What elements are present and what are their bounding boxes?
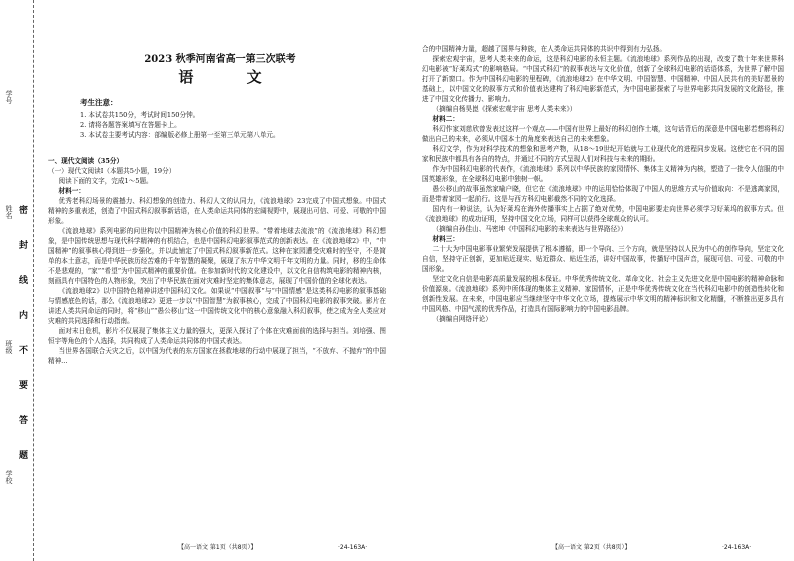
material-two-paragraph: 作为中国科幻电影的代表作，《流浪地球》系列以中华民族的家园情怀、集体主义精神为内核，塑造了一批令人信服的中国英雄形象，在全球科幻电影中独树一帜。: [422, 165, 784, 183]
source-three: （摘编自网络评论）: [432, 315, 492, 323]
binding-margin: [0, 0, 38, 561]
label-class: 班级: [5, 340, 13, 354]
section-sub: （一）现代文阅读Ⅰ（本题共5小题，19分）: [48, 167, 176, 175]
seal-word: 要: [17, 380, 27, 389]
section-heading: 一、现代文阅读（35分）: [48, 157, 124, 165]
left-paragraph: 面对末日危机，影片不仅展现了集体主义力量的强大，更深入探讨了个体在灾难面前的选择与担当。刘培强、图恒宇等角色的个人选择，共同构成了人类命运共同体的中国式表达。: [48, 327, 386, 345]
notes-heading: 考生注意：: [80, 98, 118, 107]
left-paragraph: 《流浪地球2》以中国特色精神讲述中国科幻文化。如果说“中国叙事”与“中国情感”是这类科幻电影的叙事基础与情感底色的话，那么《流浪地球2》更进一步以“中国智慧”为叙事核心，完成了中国科幻电影的叙事突破。影片在讲述人类共同命运的同时，将“移山”“愚公移山”这一中国传统文化中的核心意象融入科幻叙事，使之成为全人类应对灾难的共同选择和行动指南。: [48, 287, 386, 325]
label-school: 学校: [5, 470, 13, 484]
seal-word: 线: [17, 275, 27, 284]
seal-word: 密: [17, 205, 27, 214]
seal-word: 题: [17, 450, 27, 459]
left-column: [48, 156, 386, 536]
right-column: [422, 44, 784, 542]
page-right: [402, 0, 794, 561]
subject-title: 语 文: [178, 68, 286, 86]
material-three-label: 材料三：: [432, 235, 459, 243]
label-name: 姓名: [5, 205, 13, 219]
seal-line: [33, 0, 34, 561]
footer-code-left: ·24-163A·: [338, 544, 368, 551]
material-two-paragraph: 科幻文学，作为对科学技术的想象和思考产物，从18～19世纪开始就与工业现代化的进程同步发展。这使它在不同的国家和民族中都具有各自的特点，并通过不同的方式呈现人们对科技与未来的期盼。: [422, 145, 784, 163]
left-paragraph: 优秀老科幻场景的震撼力、科幻想象的创造力、科幻人文的认同力，《流浪地球》23完成了中国式想象。中国式精神的多重表述，创造了中国式科幻叙事新话语，在人类命运共同体的宏阔视野中，展现出可信、可爱、可敬的中国形象。: [48, 197, 386, 225]
material-two-label: 材料二：: [432, 115, 459, 123]
seal-word: 不: [17, 345, 27, 354]
source-two: （摘编自孙佳山、马密坤《中国科幻电影的未来表达与世界路径》）: [432, 225, 628, 233]
source-one: （摘编自杨昊崑《探索宏观宇宙 思考人类未来》）: [432, 105, 577, 113]
note-item: 2. 请将各题答案填写在答题卡上。: [80, 121, 181, 129]
note-item: 3. 本试卷主要考试内容：部编版必修上册第一至第三单元第八单元。: [80, 131, 280, 139]
right-paragraph: 合的中国精神力量，超越了国界与种族，在人类命运共同体的共识中得到有力弘扬。: [422, 45, 666, 53]
footer-page-left: 【高一语文 第1页（共8页）】: [178, 544, 257, 551]
notes-box: [80, 98, 380, 140]
footer-code-right: ·24-163A·: [722, 544, 752, 551]
material-two-paragraph: 国内有一种说法，认为好莱坞在海外传播事实上占据了绝对优势，中国电影要走向世界必须学习好莱坞的叙事方式。但《流浪地球》的成功证明，坚持中国文化立场，同样可以获得全球观众的认可。: [422, 205, 784, 223]
label-student-id: 学号: [5, 90, 13, 104]
seal-word: 封: [17, 240, 27, 249]
material-one-label: 材料一：: [58, 187, 85, 195]
left-paragraph: 《流浪地球》系列电影的问世构以中国精神为核心价值的科幻世界。“带着地球去流浪”的《流浪地球》科幻想象，是中国传统思想与现代科学精神的有机结合，也是中国科幻电影叙事范式的创新表达。在《流浪地球2》中，“中国精神”的叙事核心得到进一步强化，并以此铺定了中国式科幻叙事新范式。这种在家园遭受灾难时的坚守，不是简单的本土意志，而是中华民族历经苦难的千年智慧的凝聚，展现了东方中华文明千年文明的力量。同时，移的生命体不是悲观的，“家”“希望”为中国式精神的重要价值。在参加新时代的文化建设中，以文化自信构筑电影的精神内核，刻画具有中国特色的人物形象，突出了中华民族在面对灾难时坚定的集体意志，展现了中国价值的全球化表达。: [48, 227, 386, 285]
note-item: 1. 本试卷共150分，考试时间150分钟。: [80, 111, 200, 119]
exam-title: 2023 秋季河南省高一第三次联考: [144, 54, 296, 65]
material-two-paragraph: 愚公移山的故事虽然家喻户晓，但它在《流浪地球》中的运用恰恰体现了中国人的思维方式与价值取向：不是逃离家园，而是带着家园一起前行。这是与西方科幻电影截然不同的文化选择。: [422, 185, 784, 203]
material-two-paragraph: 科幻作家刘慈欣曾发表过这样一个观点——中国有世界上最好的科幻创作土壤，这句话背后的深意是中国电影若想将科幻做出自己的未来，必须从中国本土的角度来表达自己的未来想象。: [422, 125, 784, 143]
section-instruction: 阅读下面的文字，完成1～5题。: [58, 177, 153, 185]
seal-word: 内: [17, 310, 27, 319]
material-three-paragraph: 坚定文化自信是电影高质量发展的根本保证。中华优秀传统文化、革命文化、社会主义先进文化是中国电影的精神命脉和价值源泉。《流浪地球》系列中所体现的集体主义精神、家国情怀，正是中华优秀传统文化在当代科幻电影中的创造性转化和创新性发展。在未来，中国电影应当继续坚守中华文化立场，提炼展示中华文明的精神标识和文化精髓，不断推出更多具有中国风格、中国气派的优秀作品，打造具有国际影响力的中国电影品牌。: [422, 275, 784, 313]
footer-page-right: 【高一语文 第2页（共8页）】: [552, 544, 631, 551]
right-paragraph: 探索宏观宇宙，思考人类未来的命运，这是科幻电影的永恒主题。《流浪地球》系列作品的出现，改变了数十年来世界科幻电影被“好莱坞式”的影响格局。“中国式科幻”的叙事表达与文化价值，创新了全球科幻电影的话语体系，为世界了解中国打开了新窗口。作为中国科幻电影的里程碑，《流浪地球2》在中华文明、中国智慧、中国精神、中国人民共有的美好愿景的基础上，以中国文化的叙事方式和价值表达建构了科幻电影新范式，为中国电影探索了与世界电影共同发展的文化路径，推进了中国文化传播力、影响力。: [422, 55, 784, 103]
seal-word: 答: [17, 415, 27, 424]
left-paragraph: 当世界各国联合天灾之后，以中国为代表的东方国家在拯救地球的行动中展现了担当，“不放弃、不抛弃”的中国精神...: [48, 347, 386, 365]
material-three-paragraph: 二十大为中国电影事业繁荣发展提供了根本遵循，即一个导向、三个方向，就是坚持以人民为中心的创作导向，坚定文化自信，坚持守正创新，更加贴近现实、贴近群众、贴近生活，讲好中国故事，传播好中国声音，展现可信、可爱、可敬的中国形象。: [422, 245, 784, 273]
